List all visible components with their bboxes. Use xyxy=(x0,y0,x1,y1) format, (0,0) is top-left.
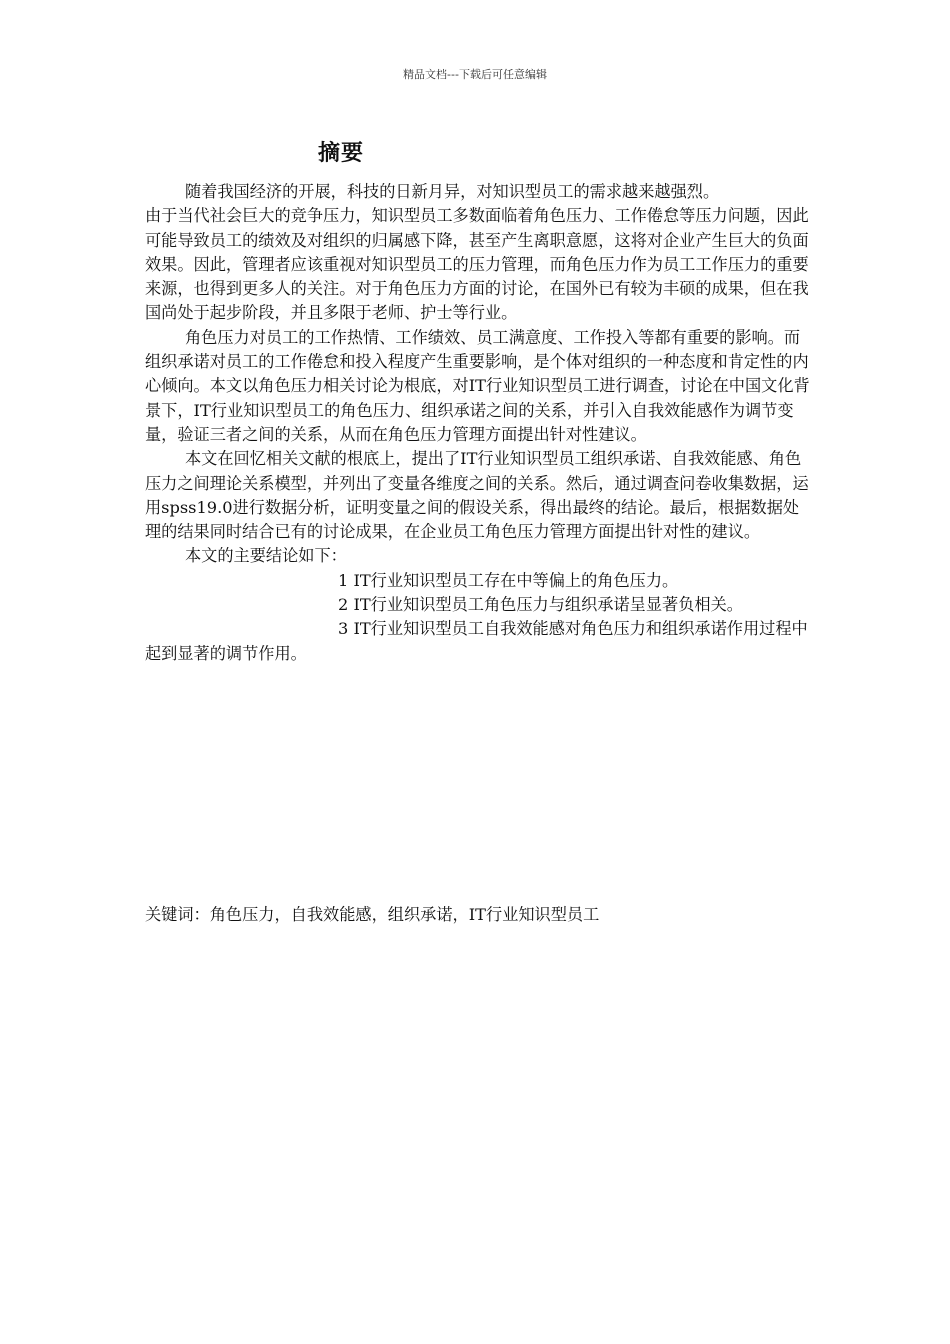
keywords: 关键词：角色压力，自我效能感，组织承诺，IT行业知识型员工 xyxy=(145,905,600,924)
conclusion-item: 3 IT行业知识型员工自我效能感对角色压力和组织承诺作用过程中起到显著的调节作用。 xyxy=(145,619,808,663)
paragraph: 角色压力对员工的工作热情、工作绩效、员工满意度、工作投入等都有重要的影响。而组织承诺对员工的工作倦怠和投入程度产生重要影响，是个体对组织的一种态度和肯定性的内心倾向。本文以角色压力相关讨论为根底，对IT行业知识型员工进行调查，讨论在中国文化背景下，IT行业知识型员工的角色压力、组织承诺之间的关系，并引入自我效能感作为调节变量，验证三者之间的关系，从而在角色压力管理方面提出针对性建议。 xyxy=(145,327,810,444)
paragraph: 由于当代社会巨大的竞争压力，知识型员工多数面临着角色压力、工作倦怠等压力问题，因此可能导致员工的绩效及对组织的归属感下降，甚至产生离职意愿，这将对企业产生巨大的负面效果。因此，管理者应该重视对知识型员工的压力管理，而角色压力作为员工工作压力的重要来源，也得到更多人的关注。对于角色压力方面的讨论，在国外已有较为丰硕的成果，但在我国尚处于起步阶段，并且多限于老师、护士等行业。 xyxy=(145,206,809,323)
conclusion-item: 2 IT行业知识型员工角色压力与组织承诺呈显著负相关。 xyxy=(338,595,743,615)
abstract-body xyxy=(145,180,810,666)
paragraph: 本文在回忆相关文献的根底上，提出了IT行业知识型员工组织承诺、自我效能感、角色压力之间理论关系模型，并列出了变量各维度之间的关系。然后，通过调查问卷收集数据，运用spss19.0进行数据分析，证明变量之间的假设关系，得出最终的结论。最后，根据数据处理的结果同时结合已有的讨论成果，在企业员工角色压力管理方面提出针对性的建议。 xyxy=(145,449,809,542)
page-title: 摘要 xyxy=(318,141,365,166)
conclusion-item: 1 IT行业知识型员工存在中等偏上的角色压力。 xyxy=(338,570,679,590)
paragraph: 本文的主要结论如下： xyxy=(185,546,347,566)
page-header: 精品文档---下载后可任意编辑 xyxy=(403,68,547,81)
paragraph: 随着我国经济的开展，科技的日新月异，对知识型员工的需求越来越强烈。 xyxy=(185,182,720,201)
